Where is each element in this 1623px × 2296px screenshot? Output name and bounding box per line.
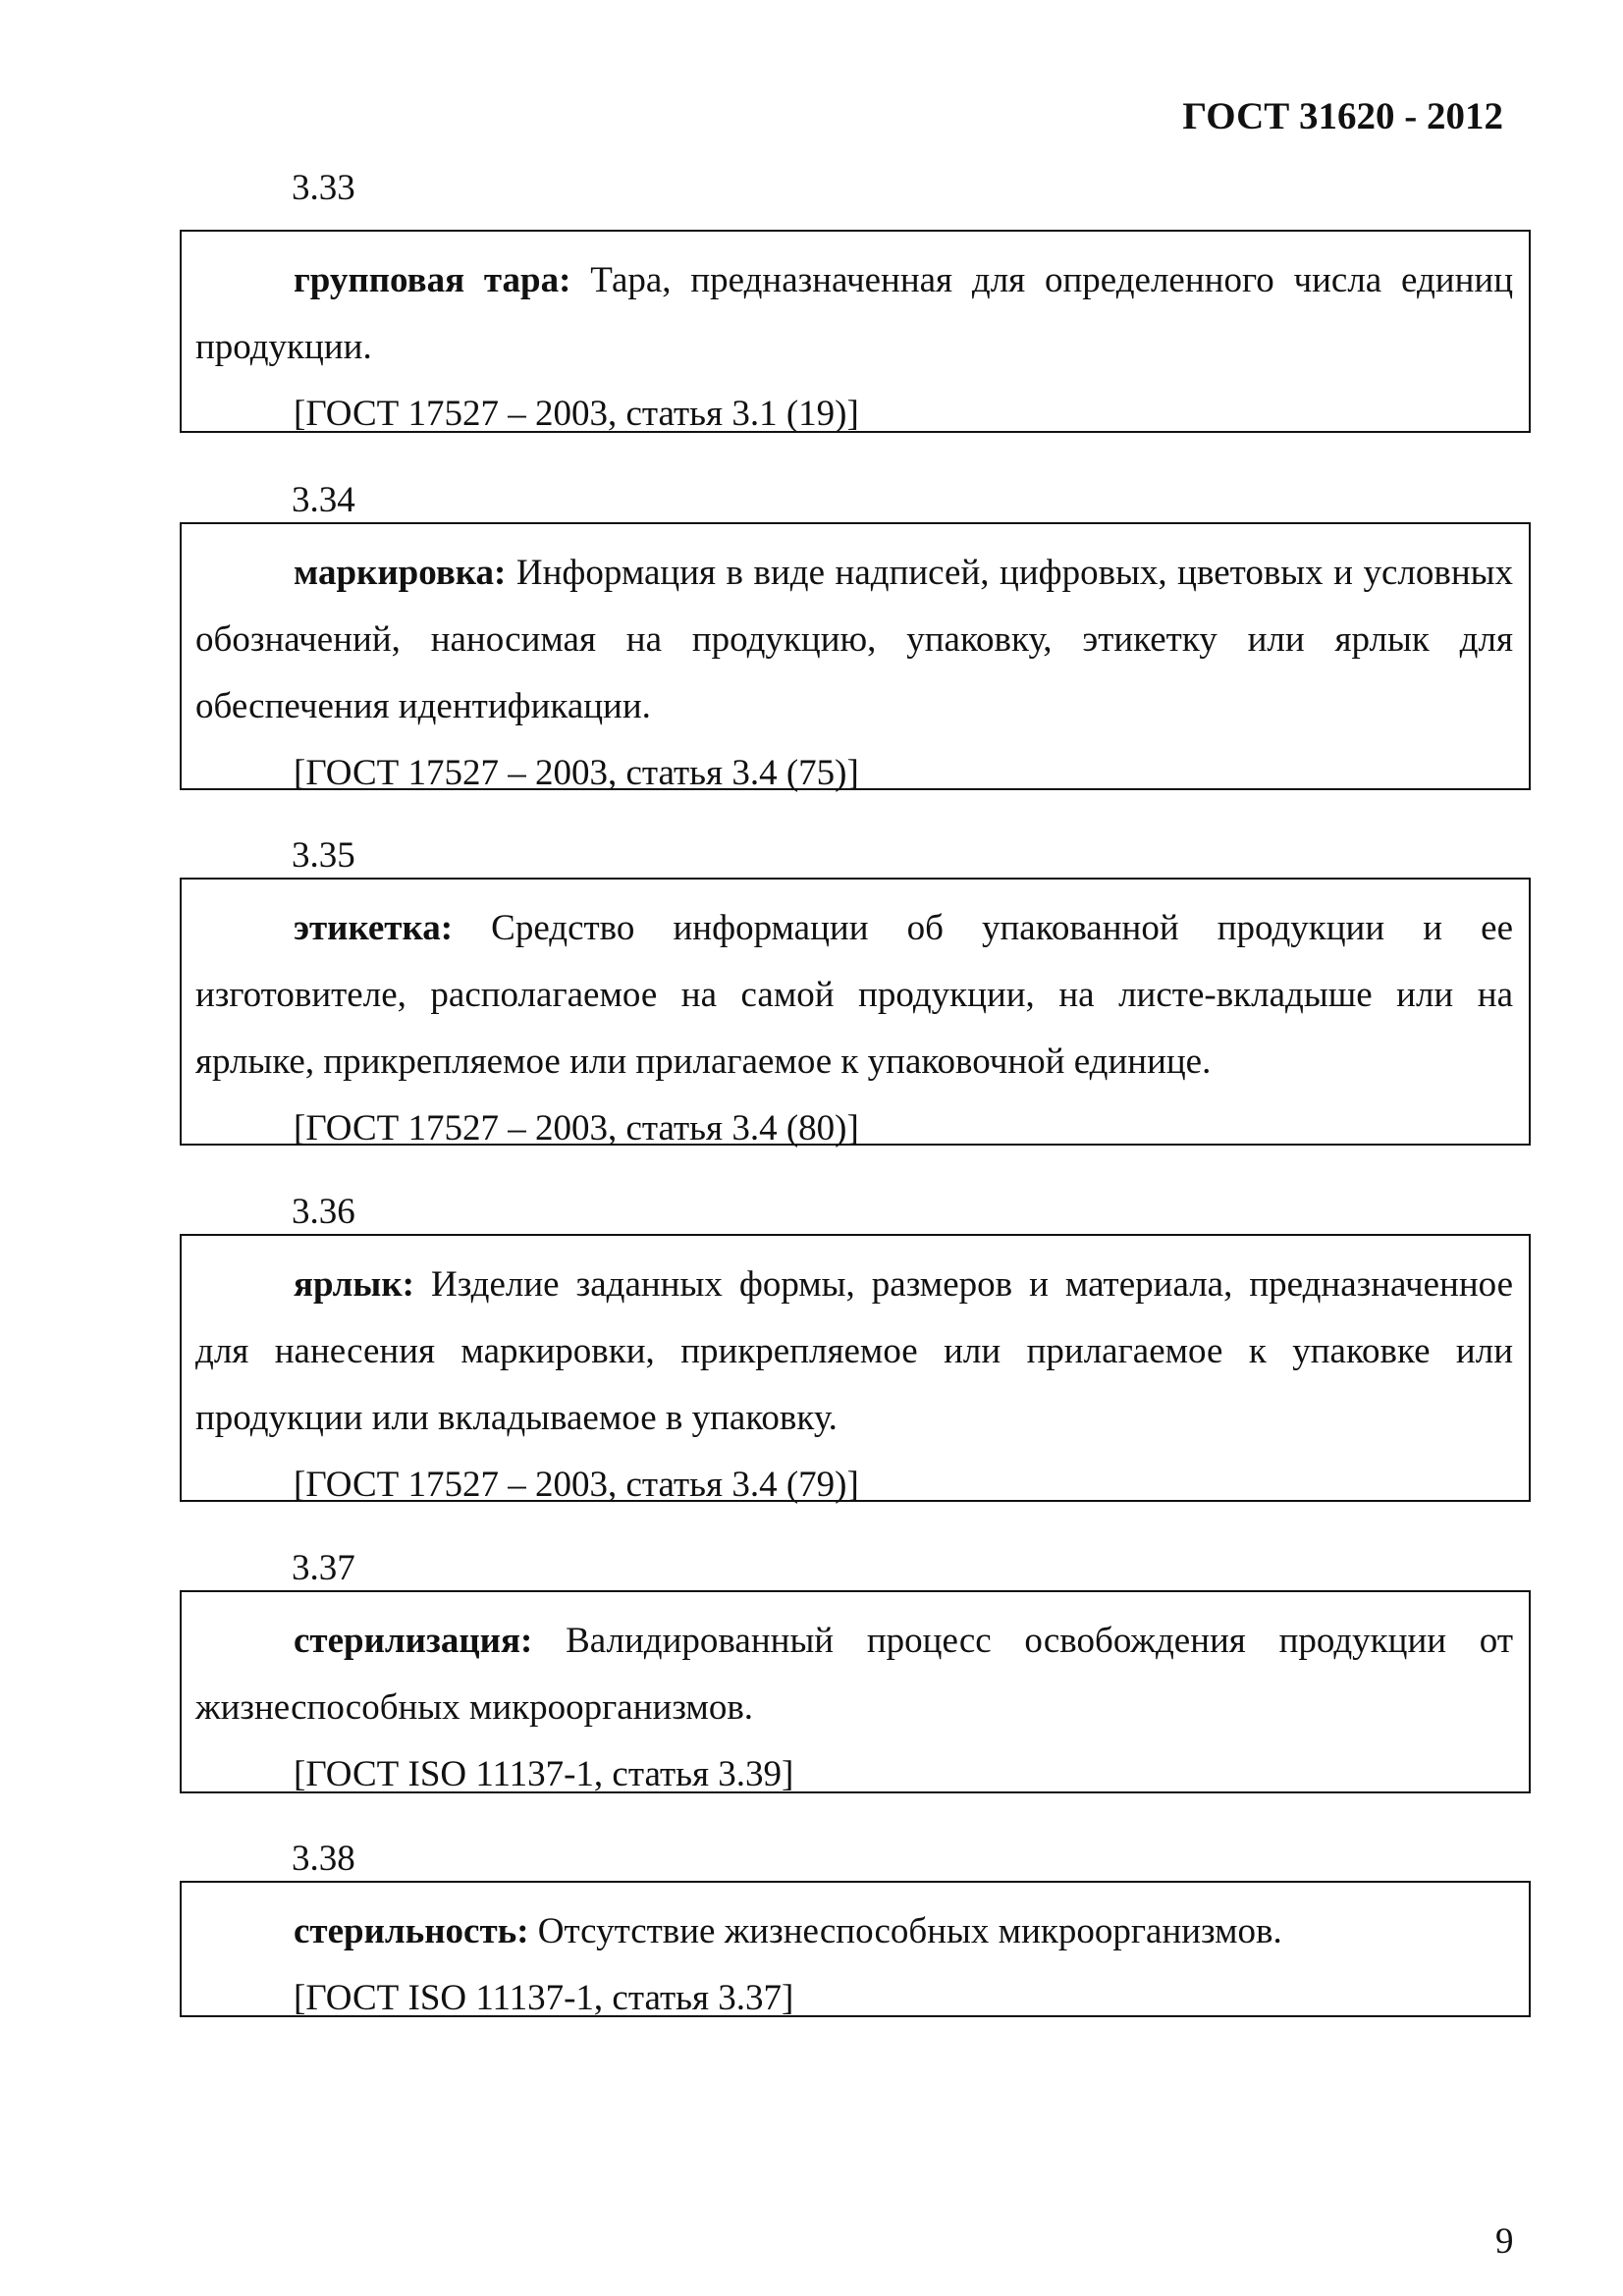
- term-box: [180, 522, 1531, 793]
- term-name: стерильность:: [294, 1911, 529, 1951]
- term-source: [ГОСТ ISO 11137-1, статья 3.37]: [294, 1978, 794, 2018]
- term-definition-text: Информация в виде надписей, цифровых, цветовых и условных обозначений, наносимая на продукцию, упаковку, этикетку или ярлык для обеспечения идентификации.: [195, 553, 1513, 726]
- term-definition: [195, 1608, 1513, 1741]
- term-box: [180, 230, 1531, 433]
- term-definition-text: Средство информации об упакованной продукции и ее изготовителе, располагаемое на самой продукции, на листе-вкладыше или на ярлыке, прикрепляемое или прилагаемое к упаковочной единице.: [195, 908, 1513, 1082]
- term-name: маркировка:: [294, 553, 507, 593]
- term-name: ярлык:: [294, 1264, 414, 1305]
- term-number: 3.33: [292, 168, 355, 208]
- term-definition-text: Отсутствие жизнеспособных микроорганизмов.: [528, 1911, 1282, 1951]
- term-definition: [195, 540, 1513, 740]
- page-number: 9: [1495, 2221, 1514, 2262]
- term-source: [ГОСТ 17527 – 2003, статья 3.4 (80)]: [294, 1108, 859, 1148]
- term-definition: [195, 247, 1513, 381]
- term-number: 3.34: [292, 480, 355, 520]
- term-source: [ГОСТ ISO 11137-1, статья 3.39]: [294, 1754, 794, 1794]
- term-number: 3.36: [292, 1192, 355, 1232]
- term-definition-text: Тара, предназначенная для определенного числа единиц продукции.: [195, 260, 1514, 367]
- term-definition: [195, 1252, 1513, 1452]
- term-definition: [195, 895, 1513, 1095]
- term-box: [180, 1234, 1531, 1505]
- term-number: 3.35: [292, 835, 355, 876]
- term-definition-text: Изделие заданных формы, размеров и материала, предназначенное для нанесения маркировки, прикрепляемое или прилагаемое к упаковке или продукции или вкладываемое в упаковку.: [195, 1264, 1513, 1438]
- term-definition: [195, 1898, 1513, 1965]
- term-number: 3.38: [292, 1839, 355, 1879]
- term-box: [180, 1590, 1531, 1793]
- term-source: [ГОСТ 17527 – 2003, статья 3.4 (79)]: [294, 1465, 859, 1505]
- document-code: ГОСТ 31620 - 2012: [1182, 95, 1503, 137]
- term-name: стерилизация:: [294, 1621, 533, 1661]
- term-name: этикетка:: [294, 908, 454, 948]
- term-box: [180, 878, 1531, 1146]
- term-number: 3.37: [292, 1548, 355, 1588]
- term-source: [ГОСТ 17527 – 2003, статья 3.1 (19)]: [294, 394, 859, 434]
- term-source: [ГОСТ 17527 – 2003, статья 3.4 (75)]: [294, 753, 859, 793]
- term-box: [180, 1881, 1531, 2017]
- term-definition-text: Валидированный процесс освобождения продукции от жизнеспособных микроорганизмов.: [195, 1621, 1513, 1728]
- term-name: групповая тара:: [294, 260, 571, 300]
